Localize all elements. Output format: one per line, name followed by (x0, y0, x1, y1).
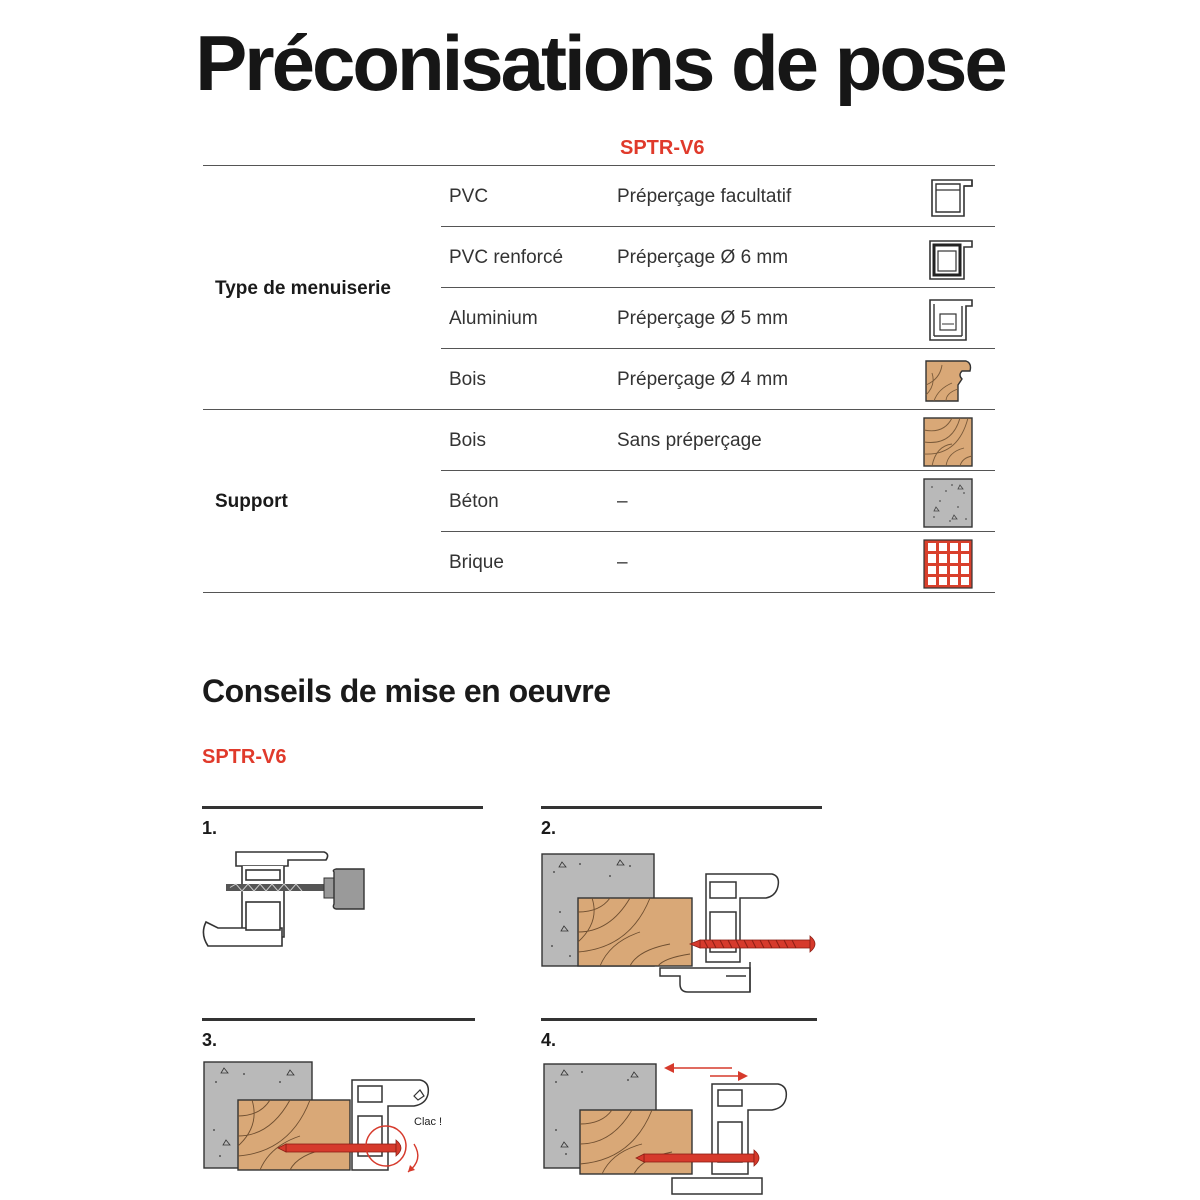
step-rule (202, 806, 483, 809)
step-rule (541, 806, 822, 809)
table-rule (441, 348, 995, 349)
section-subtitle: SPTR-V6 (202, 746, 287, 768)
step-number: 2. (541, 818, 557, 838)
drill-into-frame-illustration (196, 842, 376, 962)
table-rule (203, 592, 995, 593)
adjust-frame-illustration (542, 1060, 810, 1196)
step-number: 1. (202, 818, 218, 838)
clip-cover-illustration (200, 1060, 468, 1200)
recommendation-cell: – (617, 491, 628, 512)
step-rule (541, 1018, 817, 1021)
table-rule (441, 470, 995, 471)
step-rule (202, 1018, 475, 1021)
table-header-product: SPTR-V6 (620, 137, 705, 159)
recommendation-cell: Préperçage facultatif (617, 186, 792, 207)
brick-block-icon (922, 538, 974, 590)
pvc-profile-icon (922, 172, 974, 224)
table-rule (203, 165, 995, 166)
section-title: Conseils de mise en oeuvre (202, 673, 611, 709)
group-label-support: Support (215, 491, 288, 512)
recommendation-cell: Sans préperçage (617, 430, 762, 451)
material-cell: Bois (449, 430, 486, 451)
recommendation-cell: Préperçage Ø 4 mm (617, 369, 789, 390)
material-cell: Bois (449, 369, 486, 390)
material-cell: PVC renforcé (449, 247, 564, 268)
click-annotation: Clac ! (414, 1116, 443, 1128)
material-cell: Béton (449, 491, 499, 512)
wood-profile-icon (922, 355, 974, 407)
table-rule (203, 409, 995, 410)
page-title: Préconisations de pose (195, 19, 1005, 107)
table-rule (441, 531, 995, 532)
aluminium-profile-icon (922, 294, 974, 346)
group-label-joinery-type: Type de menuiserie (215, 278, 391, 299)
table-rule (441, 226, 995, 227)
reinforced-pvc-profile-icon (922, 233, 974, 285)
recommendation-cell: – (617, 552, 628, 573)
step-number: 3. (202, 1030, 218, 1050)
screw-through-frame-into-wood-illustration (540, 852, 822, 1002)
concrete-block-icon (922, 477, 974, 529)
recommendation-cell: Préperçage Ø 6 mm (617, 247, 789, 268)
material-cell: PVC (449, 186, 489, 207)
step-number: 4. (541, 1030, 557, 1050)
table-rule (441, 287, 995, 288)
material-cell: Brique (449, 552, 504, 573)
wood-block-icon (922, 416, 974, 468)
material-cell: Aluminium (449, 308, 538, 329)
recommendation-cell: Préperçage Ø 5 mm (617, 308, 789, 329)
